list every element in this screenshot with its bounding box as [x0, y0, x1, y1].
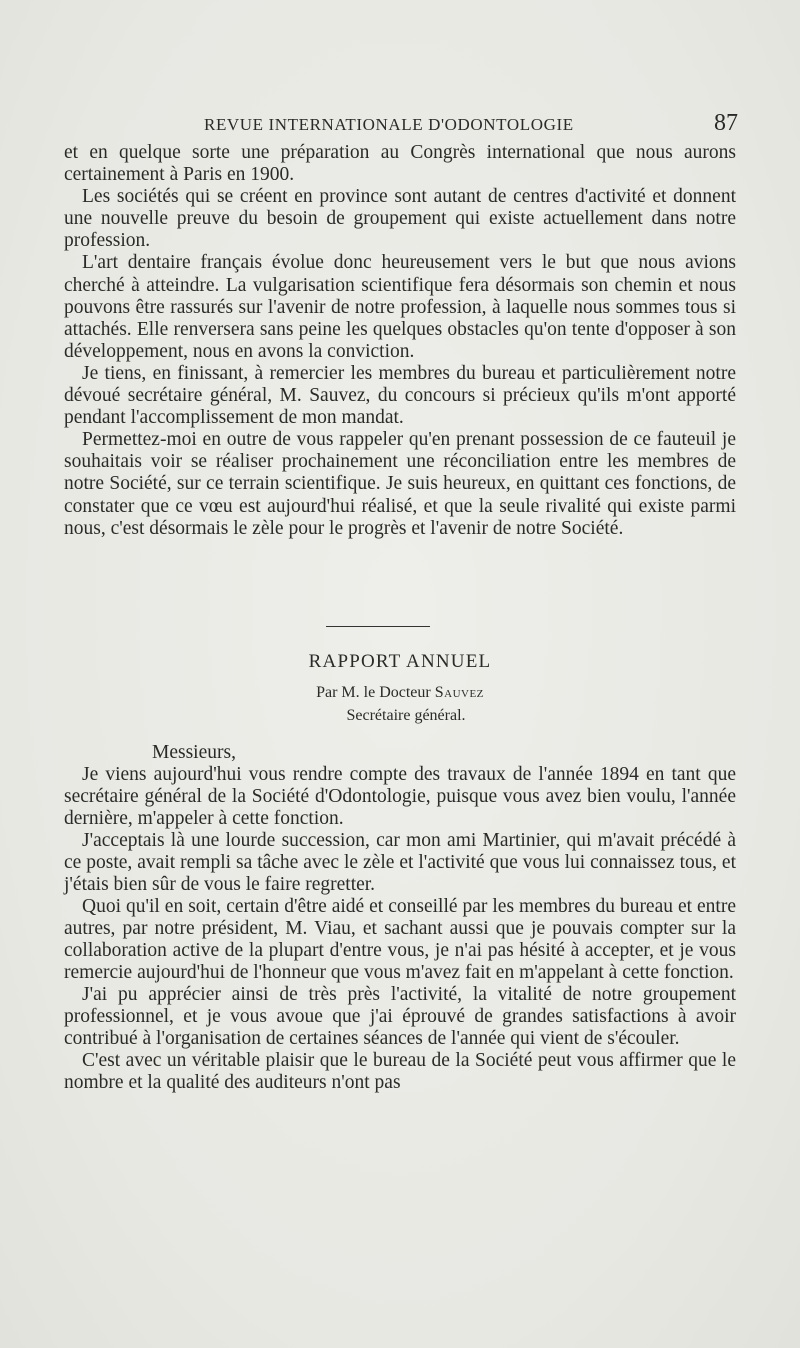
paragraph: J'ai pu apprécier ainsi de très près l'activité, la vitalité de notre groupement professionnel, et je vous avoue que j'ai éprouvé de grandes satisfactions à avoir contribué à l'organisation de certaines séances de l'année qui vient de s'écouler.	[64, 984, 736, 1049]
paragraph: Les sociétés qui se créent en province sont autant de centres d'activité et donnent une nouvelle preuve du besoin de groupement qui existe actuellement dans notre profession.	[64, 186, 736, 252]
paragraph: Je viens aujourd'hui vous rendre compte des travaux de l'année 1894 en tant que secrétaire général de la Société d'Odontologie, puisque vous avez bien voulu, l'année dernière, m'appeler à cette fonction.	[64, 764, 736, 829]
author-name: Sauvez	[434, 684, 484, 701]
paragraph: L'art dentaire français évolue donc heureusement vers le but que nous avions cherché à atteindre. La vulgarisation scientifique fera désormais son chemin et nous pouvons être rassurés sur l'avenir de notre profession, à laquelle nous sommes tous si attachés. Elle renversera sans peine les quelques obstacles qu'on tente d'opposer à son développement, nous en avons la conviction.	[64, 252, 736, 362]
page-number: 87	[714, 110, 738, 136]
paragraph: et en quelque sorte une préparation au Congrès international que nous aurons certainement à Paris en 1900.	[64, 142, 736, 186]
paragraph: J'acceptais là une lourde succession, car mon ami Martinier, qui m'avait précédé à ce poste, avait rempli sa tâche avec le zèle et l'activité que vous lui connaissez tous, et j'étais bien sûr de vous le faire regretter.	[64, 830, 736, 895]
page-header	[68, 110, 738, 141]
section-title: RAPPORT ANNUEL	[308, 651, 492, 672]
paragraph: Permettez-moi en outre de vous rappeler qu'en prenant possession de ce fauteuil je souhaitais voir se réaliser prochainement une réconciliation entre les membres de notre Société, sur ce terrain scientifique. Je suis heureux, en quittant ces fonctions, de constater que ce vœu est aujourd'hui réalisé, et que la seule rivalité qui existe parmi nous, c'est désormais le zèle pour le progrès et l'avenir de notre Société.	[64, 429, 736, 539]
body-text	[64, 142, 736, 540]
byline	[0, 684, 800, 702]
paragraph: C'est avec un véritable plaisir que le bureau de la Société peut vous affirmer que le nombre et la qualité des auditeurs n'ont pas	[64, 1050, 736, 1093]
byline-prefix: Par M. le Docteur	[316, 684, 431, 701]
salutation: Messieurs,	[152, 742, 236, 763]
section-divider	[326, 626, 430, 627]
author-role: Secrétaire général.	[346, 707, 466, 724]
report-text	[64, 742, 736, 1094]
running-title: REVUE INTERNATIONALE D'ODONTOLOGIE	[204, 115, 574, 134]
paragraph: Quoi qu'il en soit, certain d'être aidé et conseillé par les membres du bureau et entre autres, par notre président, M. Viau, et sachant aussi que je pouvais compter sur la collaboration active de la plupart d'entre vous, je n'ai pas hésité à accepter, et je vous remercie aujourd'hui de l'honneur que vous m'avez fait en m'appelant à cette fonction.	[64, 896, 736, 983]
paragraph: Je tiens, en finissant, à remercier les membres du bureau et particulièrement notre dévoué secrétaire général, M. Sauvez, du concours si précieux qu'ils m'ont apporté pendant l'accomplissement de mon mandat.	[64, 362, 736, 429]
